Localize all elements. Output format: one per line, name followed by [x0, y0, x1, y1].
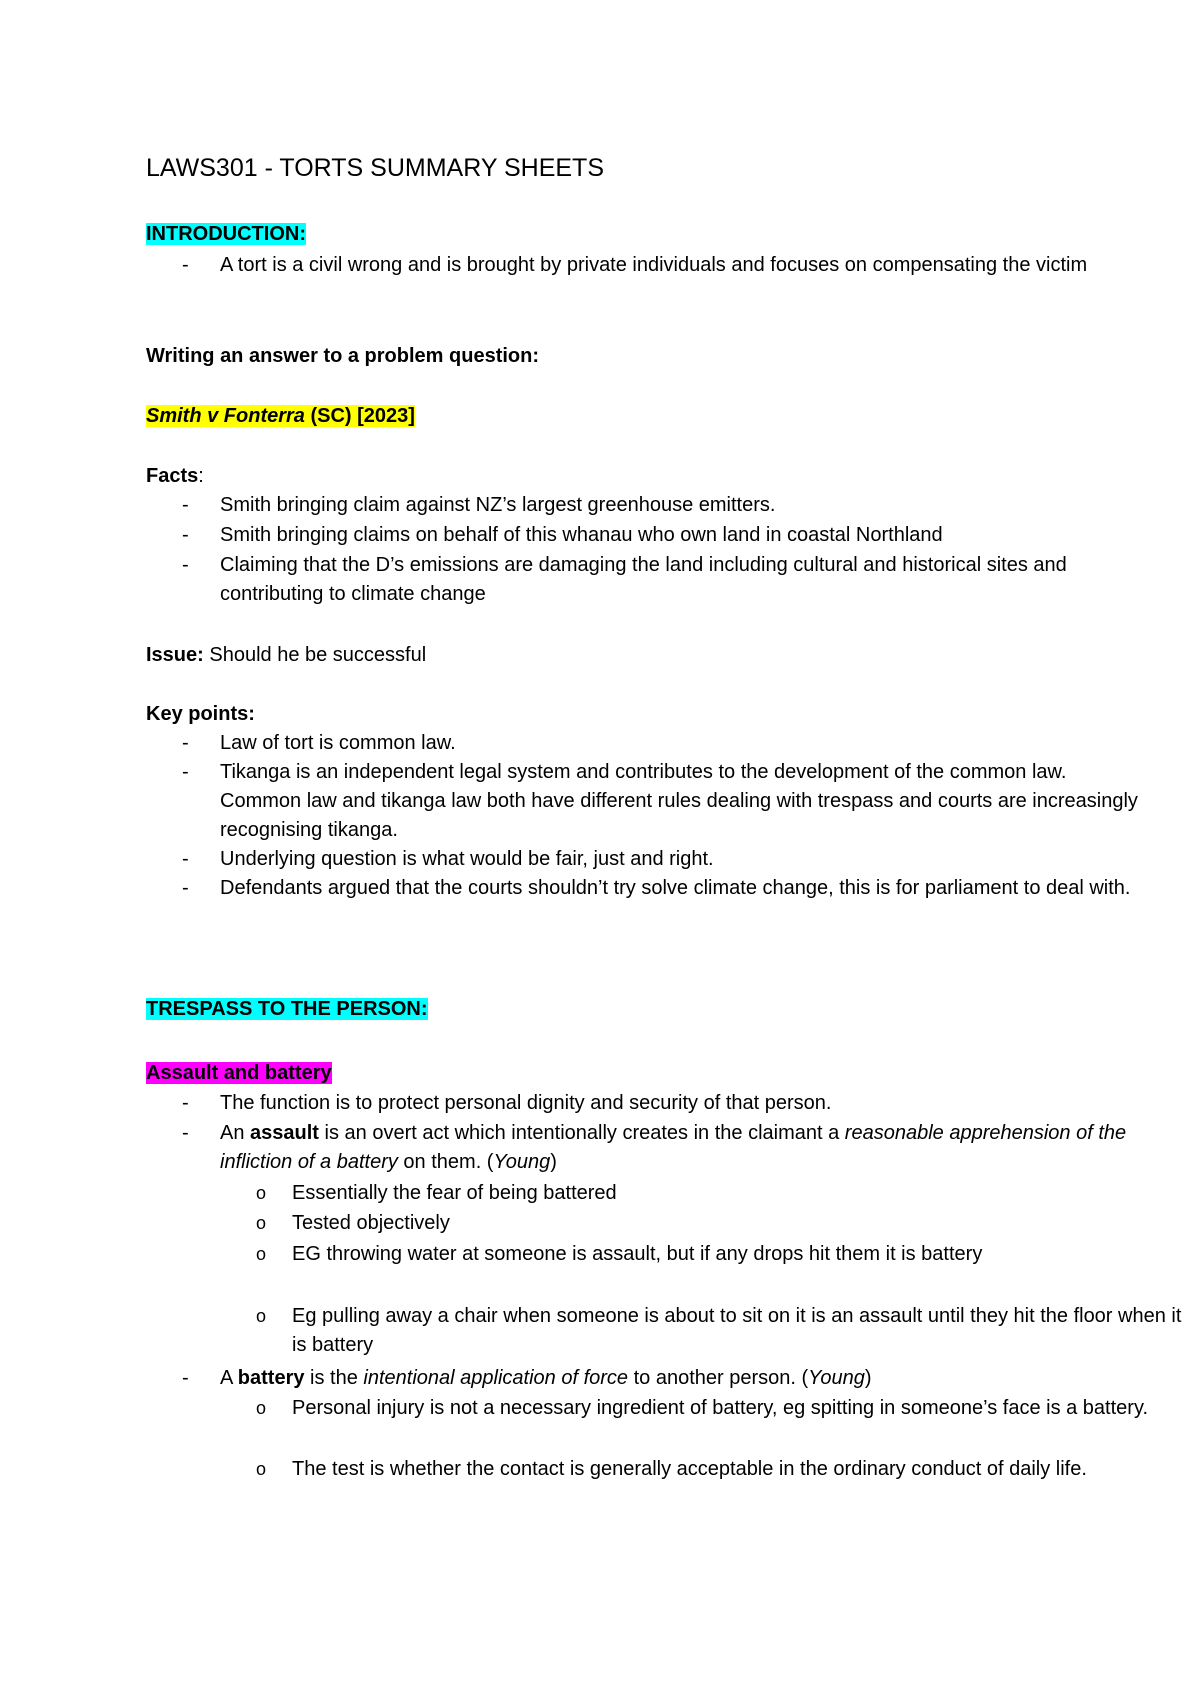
sub-bullet-marker: o: [256, 1183, 267, 1203]
bullet-text: Claiming that the D’s emissions are damaging the land including cultural and historical sites and contributing to climate change: [220, 554, 1067, 605]
sub-bullet-marker: o: [256, 1306, 267, 1326]
bullet-dash: -: [182, 761, 189, 783]
bullet-text: Tikanga is an independent legal system and contributes to the development of the common law. Common law and tikanga law both have different rules dealing with trespass and courts are increasingly recognising tikanga.: [220, 761, 1138, 841]
sub-bullet-text: Personal injury is not a necessary ingredient of battery, eg spitting in someone’s face is a battery.: [292, 1397, 1149, 1419]
trespass-heading: TRESPASS TO THE PERSON:: [146, 998, 428, 1020]
facts-label: Facts: [146, 465, 199, 487]
assault-battery-heading-row: [146, 1059, 332, 1087]
sub-bullet-marker: o: [256, 1398, 267, 1418]
issue-text: Should he be successful: [203, 644, 427, 666]
assault-battery-heading: Assault and battery: [146, 1062, 332, 1084]
issue-row: [146, 641, 426, 669]
issue-label: Issue:: [146, 644, 204, 666]
bullet-text: A tort is a civil wrong and is brought by private individuals and focuses on compensating the victim: [220, 254, 1088, 276]
bullet-text: Smith bringing claim against NZ’s largest greenhouse emitters.: [220, 494, 776, 516]
bullet-dash: -: [182, 254, 189, 276]
sub-bullet-text: Eg pulling away a chair when someone is about to sit on it is an assault until they hit the floor when it is battery: [292, 1305, 1182, 1356]
document-title: LAWS301 - TORTS SUMMARY SHEETS: [146, 154, 605, 182]
intro-heading: INTRODUCTION:: [146, 223, 306, 245]
case-name: Smith v Fonterra: [146, 405, 305, 427]
facts-colon: :: [198, 465, 204, 487]
case-heading: [146, 402, 415, 430]
intro-heading-row: [146, 220, 306, 248]
sub-bullet-marker: o: [256, 1459, 267, 1479]
bullet-text: Smith bringing claims on behalf of this whanau who own land in coastal Northland: [220, 524, 943, 546]
sub-bullet-text: Tested objectively: [292, 1212, 450, 1234]
bullet-text: The function is to protect personal dignity and security of that person.: [220, 1092, 832, 1114]
sub-bullet-text: Essentially the fear of being battered: [292, 1182, 617, 1204]
trespass-heading-row: [146, 995, 428, 1023]
bullet-dash: -: [182, 524, 189, 546]
bullet-dash: -: [182, 877, 189, 899]
sub-bullet-text: EG throwing water at someone is assault, but if any drops hit them it is battery: [292, 1243, 983, 1265]
writing-heading: Writing an answer to a problem question:: [146, 345, 539, 367]
bullet-text: Law of tort is common law.: [220, 732, 456, 754]
case-court-year: (SC) [2023]: [304, 405, 415, 427]
bullet-dash: -: [182, 1367, 189, 1389]
bullet-dash: -: [182, 1092, 189, 1114]
bullet-dash: -: [182, 494, 189, 516]
key-points-label: Key points:: [146, 703, 255, 725]
sub-bullet-marker: o: [256, 1244, 267, 1264]
assault-definition-text: An assault is an overt act which intentionally creates in the claimant a reasonable apprehension of the infliction of a battery on them. (Young): [220, 1122, 1127, 1173]
battery-definition-text: A battery is the intentional application of force to another person. (Young): [220, 1367, 872, 1389]
bullet-text: Defendants argued that the courts shouldn’t try solve climate change, this is for parliament to deal with.: [220, 877, 1131, 899]
bullet-dash: -: [182, 1122, 189, 1144]
bullet-text: Underlying question is what would be fair, just and right.: [220, 848, 714, 870]
bullet-dash: -: [182, 554, 189, 576]
sub-bullet-text: The test is whether the contact is generally acceptable in the ordinary conduct of daily life.: [292, 1458, 1087, 1480]
bullet-dash: -: [182, 848, 189, 870]
sub-bullet-marker: o: [256, 1213, 267, 1233]
bullet-dash: -: [182, 732, 189, 754]
facts-label-row: [146, 462, 204, 490]
